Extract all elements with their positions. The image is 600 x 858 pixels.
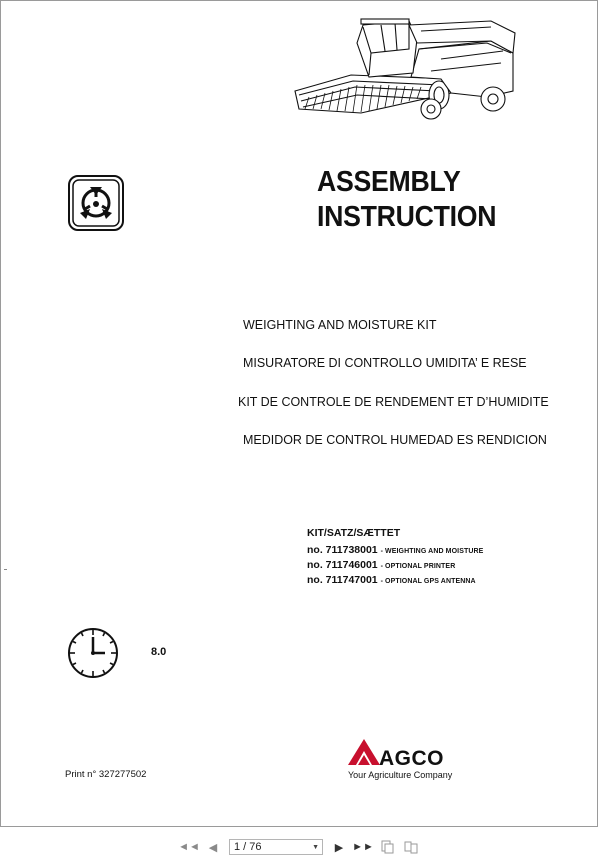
two-page-view-icon (404, 840, 418, 854)
kit-name-french: KIT DE CONTROLE DE RENDEMENT ET D’HUMIDITE (238, 394, 549, 409)
kit-description: - OPTIONAL PRINTER (380, 563, 456, 570)
kit-row (307, 544, 483, 559)
page-selector[interactable] (229, 839, 323, 855)
print-number: Print n° 327277502 (65, 769, 147, 780)
kit-description: - OPTIONAL GPS ANTENNA (380, 578, 476, 585)
last-page-button[interactable] (352, 839, 374, 855)
next-page-icon: ▶ (334, 841, 344, 854)
kit-row (307, 574, 483, 589)
previous-page-icon: ◀ (208, 841, 218, 854)
single-page-view-icon (380, 840, 394, 854)
component-icon (68, 175, 124, 231)
kit-name-spanish: MEDIDOR DE CONTROL HUMEDAD ES RENDICION (243, 432, 547, 447)
title-line-1: ASSEMBLY (317, 166, 461, 198)
first-page-button[interactable] (178, 839, 200, 855)
last-page-icon: ►► (352, 841, 374, 853)
brand-tagline: Your Agriculture Company (348, 770, 453, 780)
time-value: 8.0 (151, 646, 167, 658)
first-page-icon: ◄◄ (178, 841, 200, 853)
document-title (317, 165, 496, 235)
two-page-view-button[interactable] (403, 839, 419, 855)
clock-icon (67, 627, 119, 679)
agco-logo (346, 739, 466, 783)
kit-number: no. 711747001 (307, 574, 378, 586)
combine-harvester-illustration (291, 13, 521, 125)
chevron-down-icon: ▼ (312, 843, 319, 851)
kit-name-italian: MISURATORE DI CONTROLLO UMIDITA’ E RESE (243, 355, 527, 370)
kit-list-header: KIT/SATZ/SÆTTET (307, 527, 401, 539)
brand-name: AGCO (379, 747, 444, 770)
page-edge-mark (4, 569, 7, 570)
page-indicator: 1 / 76 (234, 841, 262, 853)
kit-list (307, 527, 483, 589)
previous-page-button[interactable] (205, 839, 221, 855)
kit-number: no. 711738001 (307, 544, 378, 556)
title-line-2: INSTRUCTION (317, 201, 497, 233)
kit-row (307, 559, 483, 574)
single-page-view-button[interactable] (379, 839, 395, 855)
kit-name-english: WEIGHTING AND MOISTURE KIT (243, 317, 437, 332)
kit-description: - WEIGHTING AND MOISTURE (380, 548, 484, 555)
next-page-button[interactable] (331, 839, 347, 855)
pdf-viewer-toolbar (0, 836, 600, 858)
kit-number: no. 711746001 (307, 559, 378, 571)
